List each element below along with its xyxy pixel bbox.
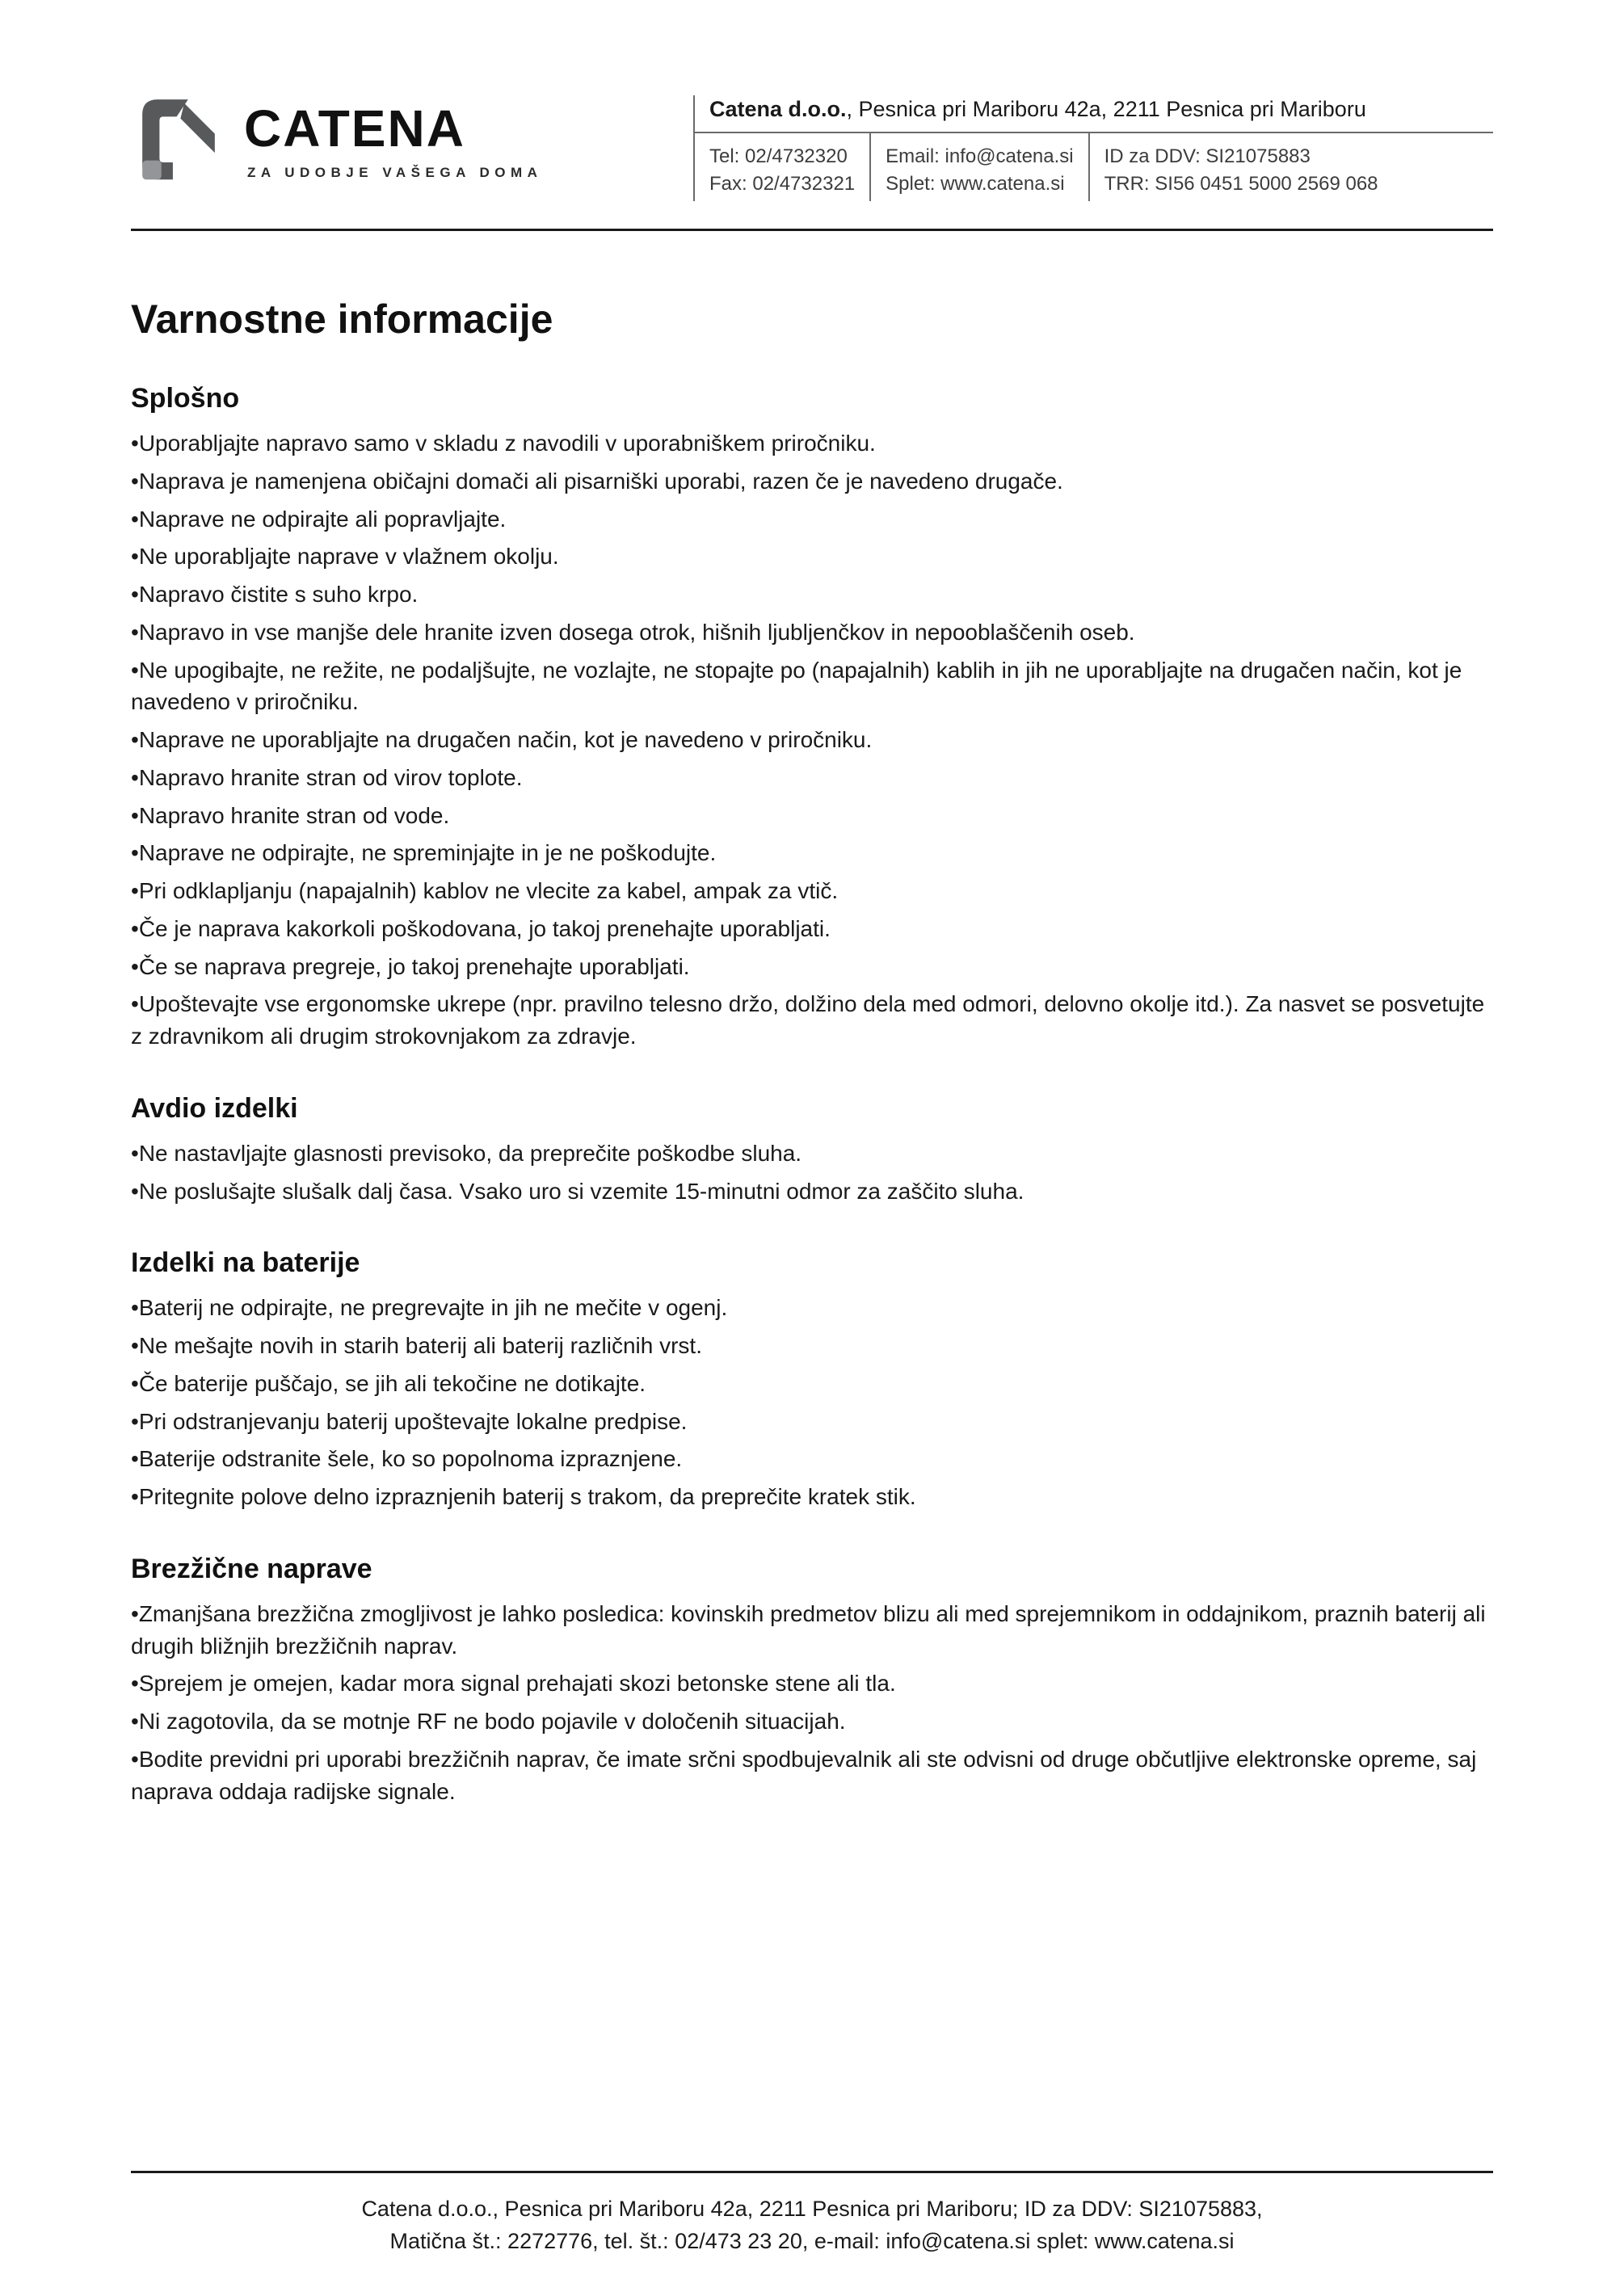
- footer-line-2: Matična št.: 2272776, tel. št.: 02/473 23 20, e-mail: info@catena.si splet: www.catena.si: [389, 2229, 1235, 2253]
- company-address: , Pesnica pri Mariboru 42a, 2211 Pesnica pri Mariboru: [846, 97, 1366, 121]
- page-header: [131, 90, 1493, 201]
- section-heading: Brezžične naprave: [131, 1553, 372, 1584]
- logo-wordmark: CATENA: [244, 99, 465, 158]
- bullet-item: • Naprave ne odpirajte ali popravljajte.: [131, 503, 1493, 536]
- section-avdio-izdelki: [131, 1093, 1493, 1208]
- page-title: Varnostne informacije: [131, 296, 553, 342]
- bullet-item: • Pri odklapljanju (napajalnih) kablov ne vlecite za kabel, ampak za vtič.: [131, 875, 1493, 907]
- section-heading: Izdelki na baterije: [131, 1247, 360, 1279]
- section-izdelki-na-baterije: [131, 1247, 1493, 1513]
- bullet-item: • Naprave ne uporabljajte na drugačen način, kot je navedeno v priročniku.: [131, 724, 1493, 756]
- email-address: Email: info@catena.si: [886, 145, 1074, 167]
- company-name: Catena d.o.o.: [709, 97, 847, 121]
- bullet-item: • Ne poslušajte slušalk dalj časa. Vsako uro si vzemite 15-minutni odmor za zaščito sluha.: [131, 1175, 1493, 1208]
- bullet-item: • Ne nastavljajte glasnosti previsoko, da preprečite poškodbe sluha.: [131, 1137, 1493, 1170]
- page-footer: [131, 2171, 1493, 2257]
- bullet-item: • Zmanjšana brezžična zmogljivost je lahko posledica: kovinskih predmetov blizu ali med sprejemnikom in oddajnikom, praznih baterij ali drugih bližnjih brezžičnih naprav.: [131, 1598, 1493, 1663]
- bullet-item: • Če je naprava kakorkoli poškodovana, jo takoj prenehajte uporabljati.: [131, 913, 1493, 945]
- contact-columns: [695, 133, 1493, 201]
- bullet-item: • Pritegnite polove delno izpraznjenih baterij s trakom, da preprečite kratek stik.: [131, 1481, 1493, 1513]
- bullet-item: • Napravo hranite stran od vode.: [131, 800, 1493, 832]
- header-contact-block: [693, 95, 1493, 201]
- bullet-item: • Napravo in vse manjše dele hranite izven dosega otrok, hišnih ljubljenčkov in nepooblaščenih oseb.: [131, 616, 1493, 649]
- bullet-item: • Ni zagotovila, da se motnje RF ne bodo pojavile v določenih situacijah.: [131, 1705, 1493, 1738]
- bullet-item: • Napravo čistite s suho krpo.: [131, 578, 1493, 611]
- contact-col-registry: [1088, 133, 1393, 201]
- contact-col-online: [869, 133, 1088, 201]
- section-splosno: [131, 383, 1493, 1053]
- section-heading: Splošno: [131, 383, 240, 414]
- bullet-item: • Ne mešajte novih in starih baterij ali baterij različnih vrst.: [131, 1330, 1493, 1362]
- footer-line-1: Catena d.o.o., Pesnica pri Mariboru 42a, 2211 Pesnica pri Mariboru; ID za DDV: SI21075883,: [361, 2197, 1263, 2221]
- bullet-item: • Pri odstranjevanju baterij upoštevajte lokalne predpise.: [131, 1406, 1493, 1438]
- catena-house-icon: [131, 94, 226, 189]
- bullet-item: • Uporabljajte napravo samo v skladu z navodili v uporabniškem priročniku.: [131, 427, 1493, 460]
- vat-id: ID za DDV: SI21075883: [1104, 145, 1311, 167]
- bank-account: TRR: SI56 0451 5000 2569 068: [1104, 173, 1378, 195]
- bullet-item: • Naprava je namenjena običajni domači ali pisarniški uporabi, razen če je navedeno drugače.: [131, 465, 1493, 498]
- bullet-item: • Ne uporabljajte naprave v vlažnem okolju.: [131, 540, 1493, 573]
- fax-number: Fax: 02/4732321: [709, 173, 856, 195]
- catena-logo: [131, 94, 542, 189]
- logo-tagline: ZA UDOBJE VAŠEGA DOMA: [247, 164, 543, 180]
- website-address: Splet: www.catena.si: [886, 173, 1065, 195]
- company-address-line: [695, 95, 1493, 133]
- header-divider: [131, 229, 1493, 231]
- bullet-item: • Če baterije puščajo, se jih ali tekočine ne dotikajte.: [131, 1368, 1493, 1400]
- bullet-item: • Sprejem je omejen, kadar mora signal prehajati skozi betonske stene ali tla.: [131, 1667, 1493, 1700]
- bullet-item: • Ne upogibajte, ne režite, ne podaljšujte, ne vozlajte, ne stopajte po (napajalnih) kablih in jih ne uporabljajte na drugačen način, kot je navedeno v priročniku.: [131, 654, 1493, 719]
- bullet-item: • Bodite previdni pri uporabi brezžičnih naprav, če imate srčni spodbujevalnik ali ste odvisni od druge občutljive elektronske opreme, saj naprava oddaja radijske signale.: [131, 1743, 1493, 1808]
- bullet-item: • Baterij ne odpirajte, ne pregrevajte in jih ne mečite v ogenj.: [131, 1292, 1493, 1324]
- bullet-item: • Če se naprava pregreje, jo takoj prenehajte uporabljati.: [131, 951, 1493, 983]
- section-brezzicne-naprave: [131, 1554, 1493, 1808]
- bullet-item: • Baterije odstranite šele, ko so popolnoma izpraznjene.: [131, 1443, 1493, 1475]
- bullet-item: • Naprave ne odpirajte, ne spreminjajte in je ne poškodujte.: [131, 837, 1493, 869]
- bullet-item: • Upoštevajte vse ergonomske ukrepe (npr. pravilno telesno držo, dolžino dela med odmori, delovno okolje itd.). Za nasvet se posvetujte z zdravnikom ali drugim strokovnjakom za zdravje.: [131, 988, 1493, 1053]
- section-heading: Avdio izdelki: [131, 1092, 298, 1124]
- phone-number: Tel: 02/4732320: [709, 145, 848, 167]
- contact-col-phone: [695, 133, 869, 201]
- catena-logo-text: [244, 99, 543, 180]
- bullet-item: • Napravo hranite stran od virov toplote.: [131, 762, 1493, 794]
